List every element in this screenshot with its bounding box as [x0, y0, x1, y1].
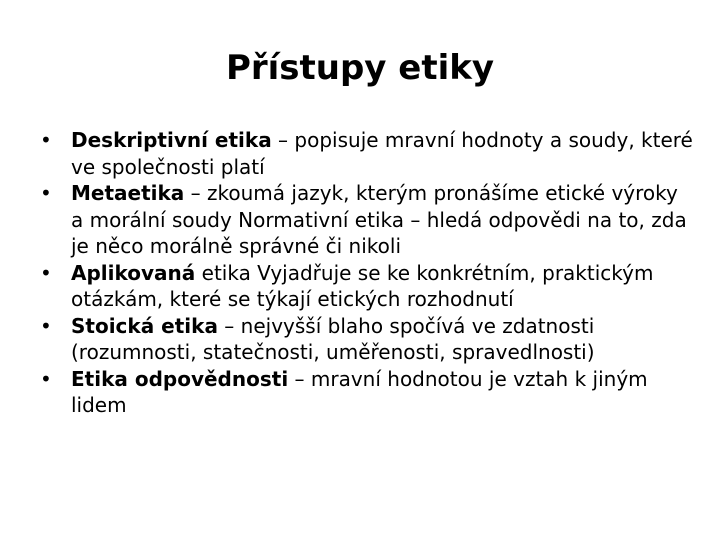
bullet-term: Etika odpovědnosti	[71, 366, 289, 391]
bullet-item-stoic-ethics	[40, 313, 695, 366]
bullet-item-metaethics	[40, 180, 695, 260]
slide-title: Přístupy etiky	[225, 48, 495, 88]
bullet-text: – popisuje mravní hodnoty a soudy, které ve společnosti platí	[71, 128, 693, 179]
bullet-list	[40, 127, 695, 419]
bullet-text: Vyjadřuje se ke konkrétním, praktickým otázkám, které se týkají etických rozhodnutí	[71, 260, 654, 311]
bullet-marker: •	[40, 366, 52, 391]
bullet-marker: •	[40, 181, 52, 205]
bullet-marker: •	[40, 313, 52, 338]
bullet-item-ethics-of-responsibility	[40, 366, 695, 419]
bullet-term-rest: etika	[195, 260, 251, 285]
bullet-term: Deskriptivní etika	[71, 128, 272, 152]
bullet-item-applied-ethics	[40, 260, 695, 313]
bullet-marker: •	[40, 128, 52, 152]
bullet-term: Stoická etika	[71, 313, 218, 338]
bullet-marker: •	[40, 260, 52, 285]
bullet-term: Aplikovaná	[71, 260, 196, 285]
bullet-item-descriptive-ethics	[40, 127, 695, 180]
bullet-text: – zkoumá jazyk, kterým pronášíme etické výroky a morální soudy Normativní etika – hledá odpovědi na to, zda je něco morálně správné či nikoli	[71, 181, 687, 258]
bullet-term: Metaetika	[71, 181, 185, 205]
bullet-text: – mravní hodnotou je vztah k jiným lidem	[71, 366, 648, 417]
bullet-text: – nejvyšší blaho spočívá ve zdatnosti (rozumnosti, statečnosti, uměřenosti, spravedlnosti)	[71, 313, 595, 364]
